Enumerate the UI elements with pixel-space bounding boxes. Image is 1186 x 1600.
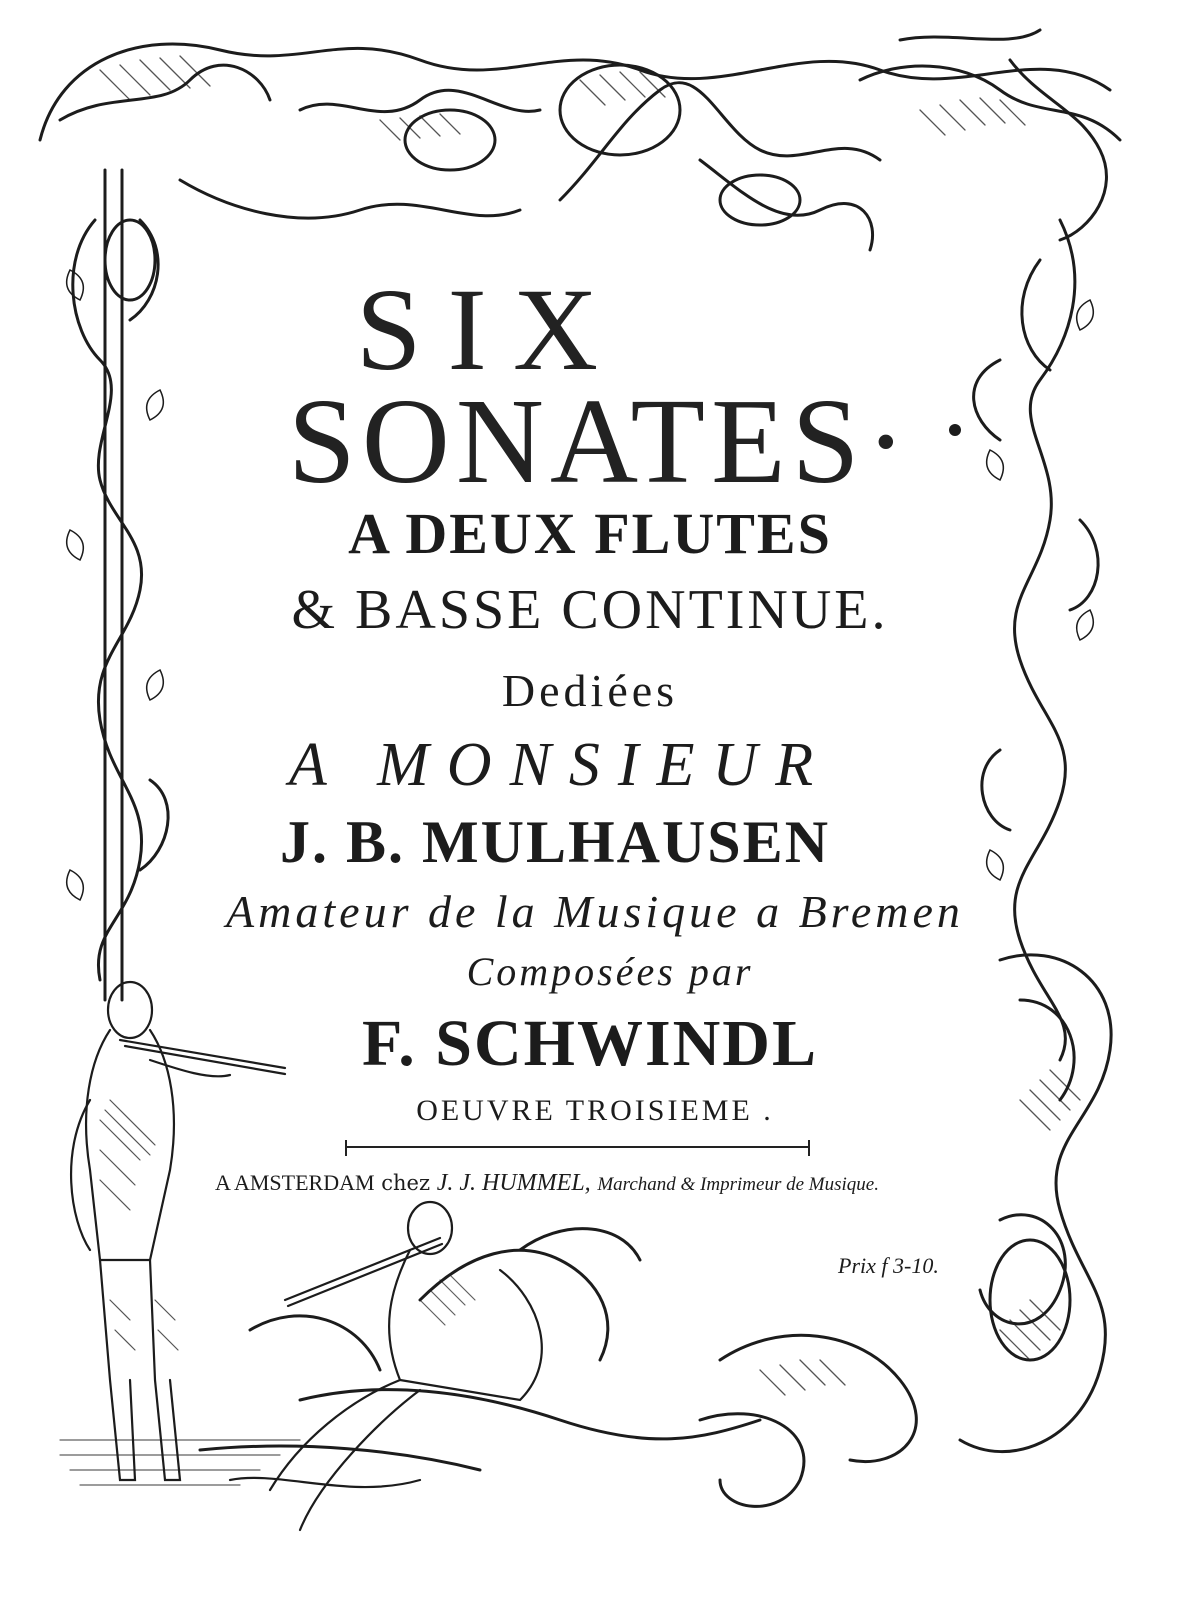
imprint-chez: chez — [381, 1171, 431, 1195]
instruments-line: A DEUX FLUTES — [348, 501, 832, 566]
seated-flute-player — [230, 1202, 542, 1530]
monsieur-line: A MONSIEUR — [288, 731, 832, 799]
composer-name: F. SCHWINDL — [362, 1007, 818, 1080]
left-leaves — [67, 270, 164, 900]
right-leaves — [987, 300, 1094, 880]
dedicatee-name: J. B. MULHAUSEN — [279, 809, 831, 875]
imprint-city: A AMSTERDAM — [215, 1170, 375, 1195]
composees-line: Composées par — [466, 949, 754, 994]
imprint-trade: Marchand & Imprimeur de Musique. — [597, 1174, 879, 1195]
standing-flute-player — [71, 982, 285, 1480]
title-six: SIX — [355, 264, 625, 395]
bottom-acanthus — [200, 1229, 760, 1470]
continuo-line: & BASSE CONTINUE. — [291, 579, 889, 641]
imprint-line — [215, 1170, 995, 1197]
title-sonates: SONATES· — [287, 374, 913, 509]
left-column — [73, 170, 168, 1000]
imprint-publisher: J. J. HUMMEL, — [436, 1170, 591, 1196]
ground-hatching — [60, 1275, 475, 1485]
dediees-line: Dediées — [501, 665, 679, 716]
price-label: Prix f 3-10. — [838, 1253, 939, 1278]
top-scrollwork — [40, 30, 1120, 250]
dedicatee-description: Amateur de la Musique a Bremen — [226, 886, 964, 937]
standing-figure-hatching — [100, 1100, 178, 1350]
opus-line: OEUVRE TROISIEME . — [416, 1094, 774, 1127]
divider-rule — [345, 1146, 810, 1148]
